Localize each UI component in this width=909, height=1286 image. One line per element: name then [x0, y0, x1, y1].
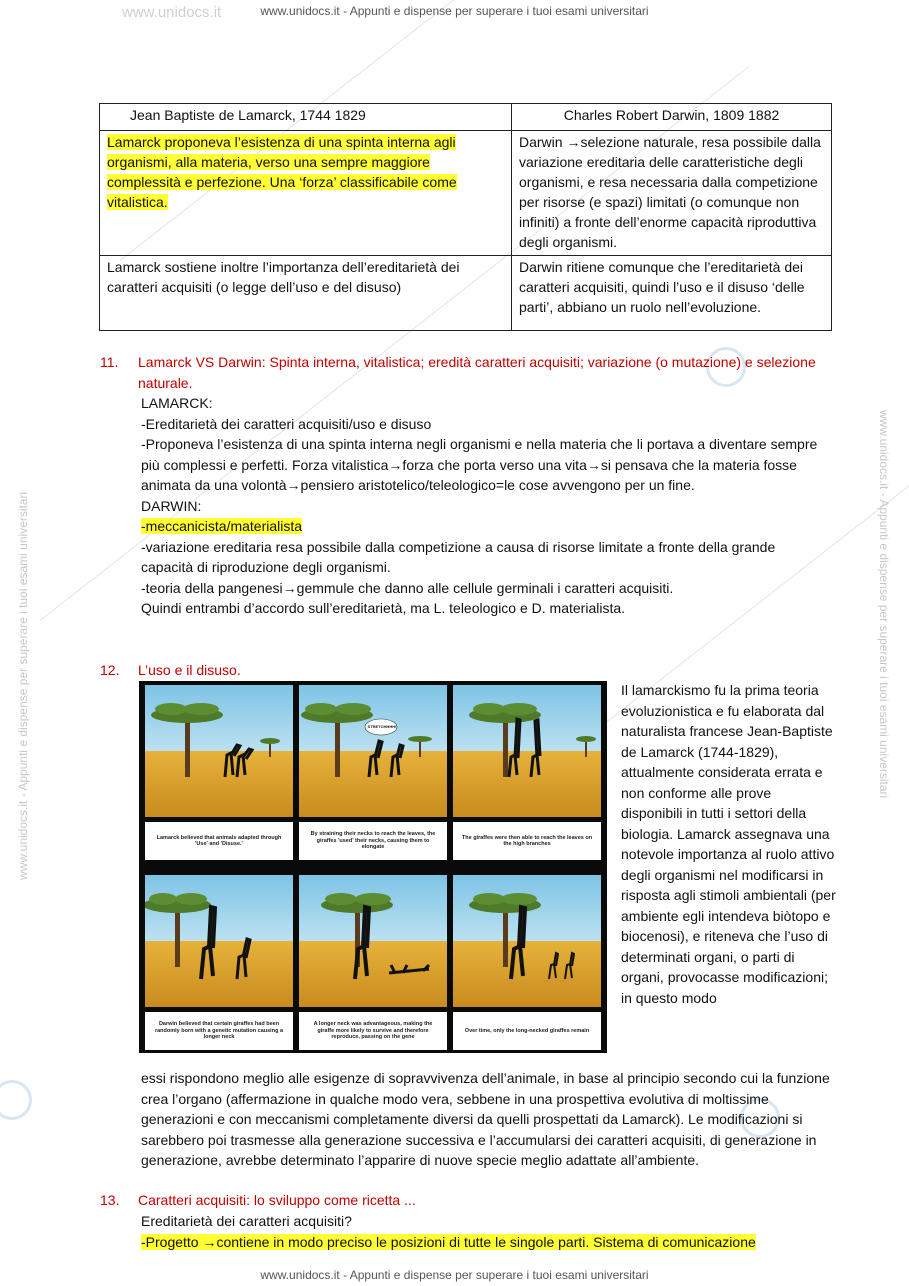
storyboard-panel	[145, 875, 293, 1007]
storyboard-caption: Darwin believed that certain giraffes had been randomly born with a genetic mutation causing a longer neck	[145, 1012, 293, 1050]
table-cell: Lamarck sostiene inoltre l’importanza dell’ereditarietà dei caratteri acquisiti (o legge dell’uso e del disuso)	[100, 256, 512, 331]
text-line: DARWIN:	[141, 497, 202, 514]
giraffe-storyboard	[139, 681, 607, 1053]
storyboard-panel	[453, 685, 601, 817]
section-12	[100, 660, 500, 681]
highlighted-text: -Progetto →contiene in modo preciso le posizioni di tutte le singole parti. Sistema di comunicazione	[141, 1233, 756, 1250]
footer-watermark: www.unidocs.it - Appunti e dispense per superare i tuoi esami universitari	[260, 1268, 649, 1282]
text-line: Quindi entrambi d’accordo sull’ereditarietà, ma L. teleologico e D. materialista.	[141, 600, 626, 616]
storyboard-caption: By straining their necks to reach the leaves, the giraffes 'used' their necks, causing them to elongate	[299, 822, 447, 860]
text-line: LAMARCK:	[141, 395, 213, 411]
storyboard-panel	[145, 685, 293, 817]
section-heading: Caratteri acquisiti: lo sviluppo come ricetta ...	[138, 1192, 416, 1208]
storyboard-panel	[453, 875, 601, 1007]
text-line: -Ereditarietà dei caratteri acquisiti/uso e disuso	[141, 415, 432, 432]
storyboard-panel	[299, 875, 447, 1007]
table-header-lamarck: Jean Baptiste de Lamarck, 1744 1829	[100, 104, 512, 131]
highlighted-text: -meccanicista/materialista	[141, 518, 303, 534]
section-13-body	[141, 1211, 831, 1252]
section-number: 12.	[100, 662, 120, 678]
speech-bubble: STRETCHHHH!	[367, 724, 397, 729]
watermark-faint-text: www.unidocs.it	[122, 4, 222, 21]
lamarckism-continuation-text: essi rispondono meglio alle esigenze di sopravvivenza dell’animale, in base al principio secondo cui la funzione crea l’organo (affermazione in qualche modo vera, sebbene in una prospettiva evolutiva di moltissime generazioni e con meccanismi completamente diversi da quelli prospettati da Lamarck). Le modificazioni si sarebbero poi trasmesse alla generazione successiva e l’accumularsi dei caratteri acquisiti, di generazione in generazione, avrebbe determinato l’apparire di nuove specie meglio adattate all’ambiente.	[141, 1070, 830, 1168]
storyboard-caption: The giraffes were then able to reach the leaves on the high branches	[453, 822, 601, 860]
side-watermark-left: www.unidocs.it - Appunti e dispense per superare i tuoi esami universitari	[16, 491, 30, 880]
lamarckism-side-text: Il lamarckismo fu la prima teoria evoluzionistica e fu elaborata dal naturalista francese Jean-Baptiste de Lamarck (1744-1829), attualmente considerata errata e non conforme alle prove disponibili in tutti i settori della biologia. Lamarck assegnava una notevole importanza al ruolo attivo degli organismi nel modificarsi in risposta agli stimoli ambientali (per ambiente egli intendeva biòtopo e biocenosi), e riteneva che l’uso di determinati organi, o parti di organi, provocasse modificazioni; in questo modo	[621, 682, 836, 1006]
table-cell	[100, 131, 512, 256]
highlighted-text: Lamarck proponeva l’esistenza di una spinta interna agli organismi, alla materia, verso una sempre maggiore complessità e perfezione. Una ‘forza’ classificabile come vitalistica.	[107, 134, 457, 210]
storyboard-caption: A longer neck was advantageous, making the giraffe more likely to survive and therefore reproduce, passing on the gene	[299, 1012, 447, 1050]
storyboard-caption: Over time, only the long-necked giraffes remain	[453, 1012, 601, 1050]
section-11	[100, 352, 840, 394]
storyboard-caption: Lamarck believed that animals adapted through 'Use' and 'Disuse.'	[145, 822, 293, 860]
table-cell: Darwin →selezione naturale, resa possibile dalla variazione ereditaria delle caratteristiche degli organismi, e resa necessaria dalla competizione per risorse (e spazi) limitati (o comunque non infiniti) a fronte dell’enorme capacità riproduttiva degli organismi.	[512, 131, 832, 256]
header-watermark: www.unidocs.it - Appunti e dispense per superare i tuoi esami universitari	[260, 4, 649, 18]
table-cell: Darwin ritiene comunque che l’ereditarietà dei caratteri acquisiti, quindi l’uso e il disuso ‘delle parti’, abbiano un ruolo nell’evoluzione.	[512, 256, 832, 331]
text-line: -teoria della pangenesi→gemmule che danno alle cellule germinali i caratteri acquisiti.	[141, 579, 674, 596]
section-number: 13.	[100, 1192, 120, 1208]
section-11-body	[141, 393, 831, 619]
section-number: 11.	[100, 354, 119, 370]
watermark-logo-icon	[0, 1080, 32, 1120]
text-line: -Proponeva l’esistenza di una spinta interna negli organismi e nella materia che li portava a diventare sempre più complessi e perfetti. Forza vitalistica→forza che porta verso una vita→si pensava che la materia fosse animata da una volontà→pensiero aristotelico/teleologico=le cose avvengono per un fine.	[141, 436, 818, 493]
storyboard-panel	[299, 685, 447, 817]
text-line: Ereditarietà dei caratteri acquisiti?	[141, 1213, 352, 1229]
section-heading: L’uso e il disuso.	[138, 662, 241, 678]
text-line: -variazione ereditaria resa possibile dalla competizione a causa di risorse limitate a fronte della grande capacità di riproduzione degli organismi.	[141, 538, 776, 575]
table-header-darwin: Charles Robert Darwin, 1809 1882	[512, 104, 832, 131]
section-13	[100, 1190, 840, 1211]
side-watermark-right: www.unidocs.it - Appunti e dispense per superare i tuoi esami universitari	[877, 410, 891, 799]
lamarck-darwin-table	[99, 103, 832, 331]
section-heading: Lamarck VS Darwin: Spinta interna, vitalistica; eredità caratteri acquisiti; variazione (o mutazione) e selezione naturale.	[138, 354, 816, 391]
